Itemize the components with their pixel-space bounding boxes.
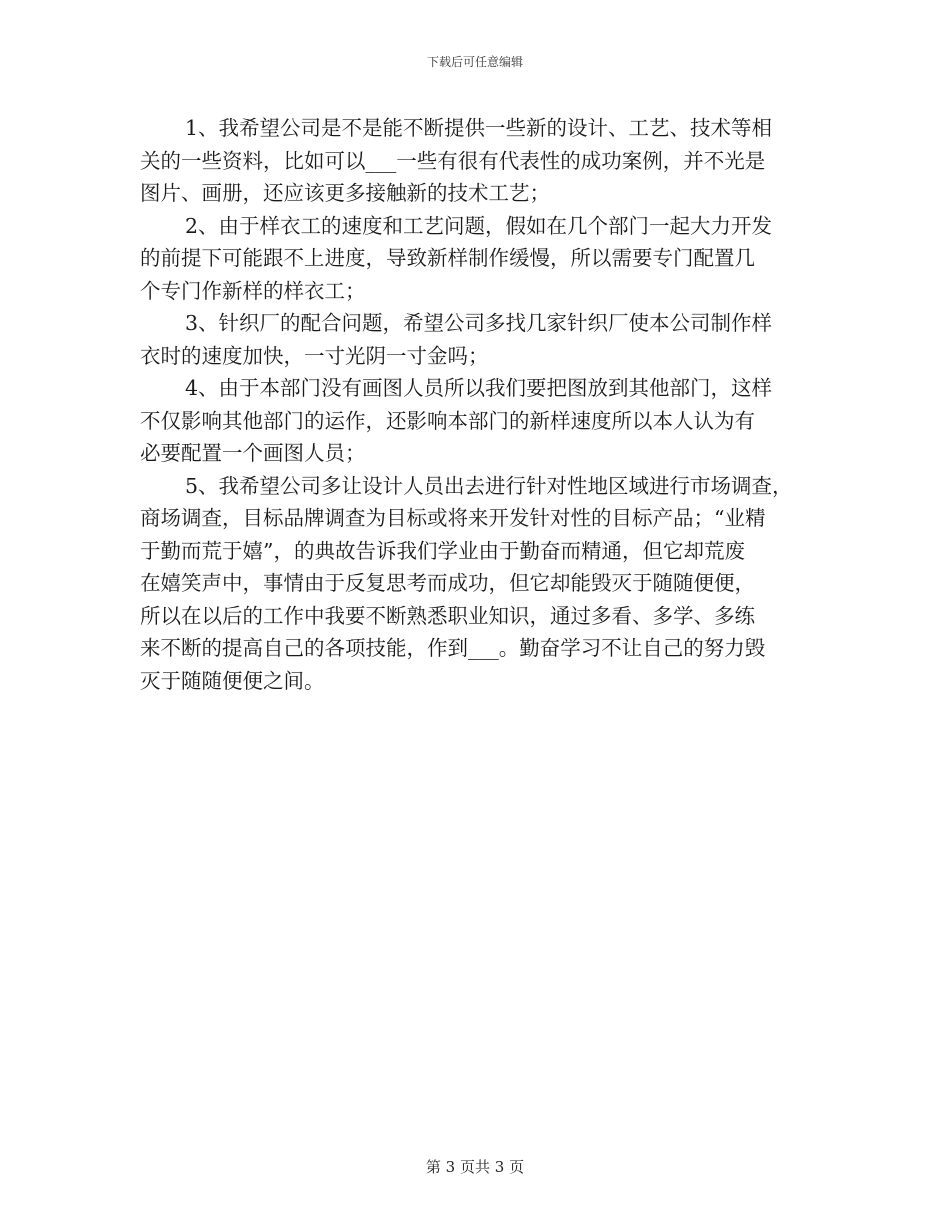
paragraph-line: 个专门作新样的样衣工； bbox=[140, 278, 366, 303]
paragraph-3 bbox=[140, 307, 815, 372]
paragraph-line: 4、由于本部门没有画图人员所以我们要把图放到其他部门，这样 bbox=[185, 376, 773, 400]
paragraph-line: 图片、画册，还应该更多接触新的技术工艺； bbox=[140, 181, 550, 205]
paragraph-line: 3、针织厂的配合问题，希望公司多找几家针织厂使本公司制作样 bbox=[185, 311, 773, 335]
paragraph-line: 必要配置一个画图人员； bbox=[140, 441, 366, 465]
paragraph-line: 2、由于样衣工的速度和工艺问题，假如在几个部门一起大力开发 bbox=[185, 213, 773, 238]
paragraph-5 bbox=[140, 470, 815, 698]
paragraph-line: 不仅影响其他部门的运作，还影响本部门的新样速度所以本人认为有 bbox=[140, 408, 755, 433]
paragraph-line: 的前提下可能跟不上进度，导致新样制作缓慢，所以需要专门配置几 bbox=[140, 246, 755, 270]
document-body bbox=[140, 112, 815, 697]
paragraph-line: 在嬉笑声中，事情由于反复思考而成功，但它却能毁灭于随随便便， bbox=[140, 571, 755, 595]
paragraph-line: 5、我希望公司多让设计人员出去进行针对性地区域进行市场调查， bbox=[185, 473, 793, 498]
page-footer: 第 3 页共 3 页 bbox=[425, 1158, 525, 1176]
paragraph-line: 1、我希望公司是不是能不断提供一些新的设计、工艺、技术等相 bbox=[185, 116, 773, 140]
paragraph-2 bbox=[140, 210, 815, 308]
paragraph-line: 衣时的速度加快，一寸光阴一寸金吗； bbox=[140, 343, 489, 368]
paragraph-line: 商场调查，目标品牌调查为目标或将来开发针对性的目标产品；“业精 bbox=[140, 506, 766, 530]
paragraph-line: 于勤而荒于嬉”，的典故告诉我们学业由于勤奋而精通，但它却荒废 bbox=[140, 538, 745, 563]
paragraph-line: 关的一些资料，比如可以___一些有很有代表性的成功案例，并不光是 bbox=[140, 148, 766, 173]
paragraph-line: 来不断的提高自己的各项技能，作到___。勤奋学习不让自己的努力毁 bbox=[140, 636, 766, 660]
paragraph-line: 灭于随随便便之间。 bbox=[140, 668, 325, 693]
paragraph-4 bbox=[140, 372, 815, 470]
page-header: 下载后可任意编辑 bbox=[426, 55, 523, 69]
paragraph-1 bbox=[140, 112, 815, 210]
paragraph-line: 所以在以后的工作中我要不断熟悉职业知识，通过多看、多学、多练 bbox=[140, 603, 755, 628]
